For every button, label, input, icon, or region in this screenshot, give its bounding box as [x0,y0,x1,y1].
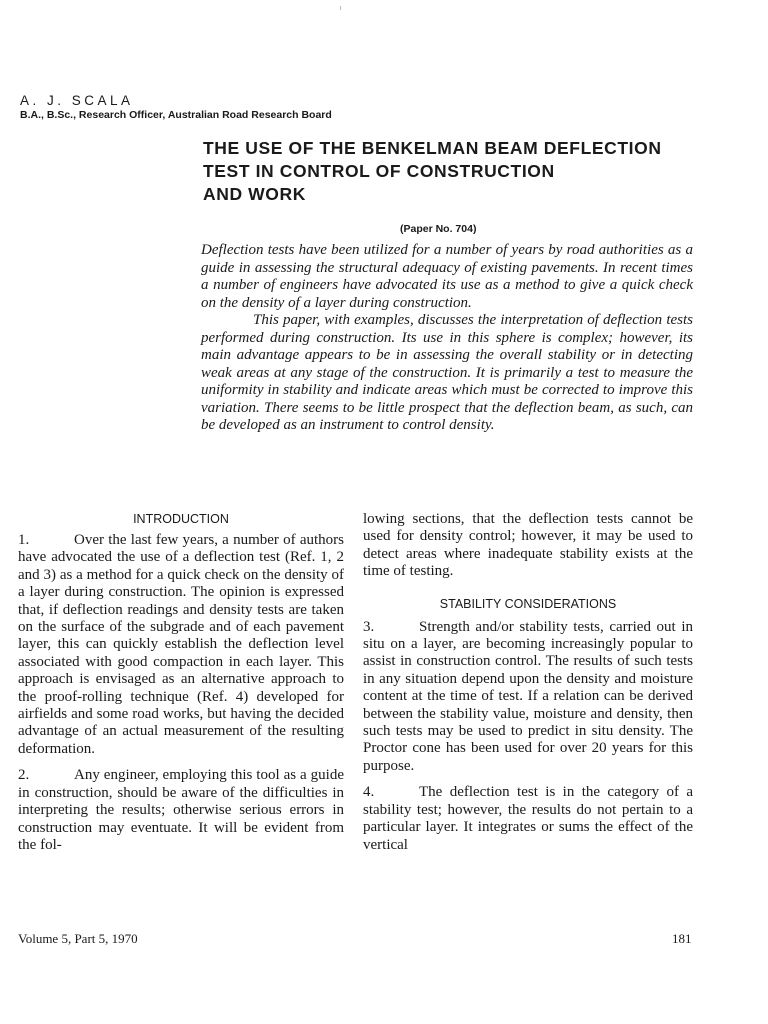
abstract-paragraph-2: This paper, with examples, discusses the interpretation of deflection tests performed during construction. Its use in this sphere is complex; however, its main advantage appears to be in assessing the overall stability or in detecting weak areas at any stage of the construction. It is primarily a test to measure the uniformity in stability and indicate areas which must be corrected to improve this variation. There seems to be little prospect that the deflection beam, as such, can be developed as an instrument to control density. [201,312,693,433]
page-number: 181 [672,931,692,946]
paragraph-3 [363,619,693,776]
paragraph-2-number: 2. [18,767,30,784]
paper-number: (Paper No. 704) [400,223,477,235]
title-line-3: AND WORK [203,184,306,204]
author-affiliation: B.A., B.Sc., Research Officer, Australian Road Research Board [20,109,332,121]
title-line-2: TEST IN CONTROL OF CONSTRUCTION [203,161,555,181]
paragraph-2-continued: lowing sections, that the deflection tests cannot be used for density control; however, it may be used to detect areas where inadequate stability exists at the time of testing. [363,511,693,580]
stability-heading: STABILITY CONSIDERATIONS [439,596,617,611]
paragraph-4 [363,784,693,854]
paragraph-4-number: 4. [363,784,375,801]
abstract-paragraph-1: Deflection tests have been utilized for a number of years by road authorities as a guide in assessing the structural adequacy of existing pavements. In recent times a number of engineers have advocated its use as a method to give a quick check on the density of a layer during construction. [201,242,693,311]
footer-volume: Volume 5, Part 5, 1970 [18,931,138,946]
paragraph-1 [18,532,344,758]
introduction-heading: INTRODUCTION [133,512,229,526]
paragraph-1-text: Over the last few years, a number of authors have advocated the use of a deflection test (Ref. 1, 2 and 3) as a method for a quick check on the density of a layer during construction. The opinion is expressed that, if deflection readings and density tests are taken on the surface of the subgrade and of each pavement layer, this can quickly establish the deflection level associated with good compaction in each layer. This approach is envisaged as an alternative approach to the proof-rolling technique (Ref. 4) developed for airfields and some road works, but having the decided advantage of an actual measurement of the resulting deformation. [18,532,344,757]
paragraph-2-text: Any engineer, employing this tool as a guide in construction, should be aware of the difficulties in interpreting the results; otherwise serious errors in construction may eventuate. It will be evident from the fol- [18,767,344,853]
paragraph-4-text: The deflection test is in the category of a stability test; however, the results do not pertain to a particular layer. It integrates or sums the effect of the vertical [363,784,693,853]
paragraph-3-text: Strength and/or stability tests, carried out in situ on a layer, are becoming increasingly popular to assist in construction control. The results of such tests in any situation depend upon the density and moisture content at the time of test. If a relation can be derived between the stability value, moisture and density, then such tests may be used to predict in situ density. The Proctor cone has been used for over 20 years for this purpose. [363,618,693,774]
right-column [363,511,693,863]
author-name: A. J. SCALA [20,93,134,108]
left-column [18,511,344,863]
paragraph-3-number: 3. [363,618,375,635]
paper-title [203,137,723,206]
abstract [201,242,693,435]
paragraph-1-number: 1. [18,532,30,548]
scan-mark [340,6,341,10]
title-line-1: THE USE OF THE BENKELMAN BEAM DEFLECTION [203,138,662,158]
paragraph-2 [18,767,344,854]
